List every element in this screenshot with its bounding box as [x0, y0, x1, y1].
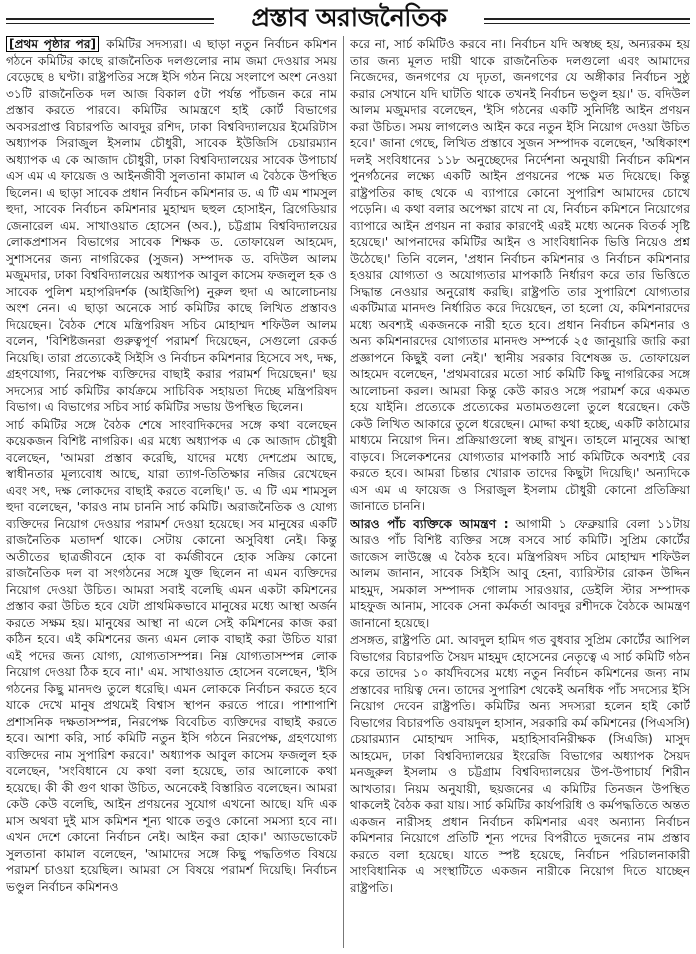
article-paragraph	[6, 36, 337, 416]
paragraph-text: আগামী ১ ফেব্রুয়ারি বেলা ১১টায় আরও পাঁচ বিশিষ্ট ব্যক্তির সঙ্গে বসবে সার্চ কমিটি। সুপ্রিম কোর্টের জাজেস লাউঞ্জে এ বৈঠক হবে। মন্ত্রিপরিষদ সচিব মোহাম্মদ শফিউল আলম জানান, সাবেক সিইসি আবু হেনা, ব্যারিস্টার রোকন উদ্দিন মাহমুদ, সমকাল সম্পাদক গোলাম সারওয়ার, ডেইলি স্টার সম্পাদক মাহফুজ আনাম, সাবেক সেনা কর্মকর্তা আবদুর রশীদকে বৈঠকে আমন্ত্রণ জানানো হয়েছে।	[350, 516, 690, 630]
subheading: আরও পাঁচ ব্যক্তিকে আমন্ত্রণ :	[350, 516, 509, 531]
headline-rule-right	[484, 18, 690, 20]
article-paragraph	[350, 36, 690, 515]
headline-rule-left	[6, 18, 214, 20]
paragraph-text: প্রসঙ্গত, রাষ্ট্রপতি মো. আবদুল হামিদ গত বুধবার সুপ্রিম কোর্টের আপিল বিভাগের বিচারপতি সৈয়দ মাহমুদ হোসেনের নেতৃত্বে এ সার্চ কমিটি গঠন করে তাদের ১০ কার্যদিবসের মধ্যে নতুন নির্বাচন কমিশনের জন্য নাম প্রস্তাবের দায়িত্ব দেন। তাদের সুপারিশ থেকেই অনধিক পাঁচ সদস্যের ইসি নিয়োগ দেবেন রাষ্ট্রপতি। কমিটির অন্য সদস্যরা হলেন হাই কোর্ট বিভাগের বিচারপতি ওবায়দুল হাসান, সরকারি কর্ম কমিশনের (পিএসসি) চেয়ারম্যান মোহাম্মদ সাদিক, মহাহিসাবনিরীক্ষক (সিএজি) মাসুদ আহমেদ, ঢাকা বিশ্ববিদ্যালয়ের ইংরেজি বিভাগের অধ্যাপক সৈয়দ মনজুরুল ইসলাম ও চট্টগ্রাম বিশ্ববিদ্যালয়ের উপ-উপাচার্য শিরীন আখতার। নিয়ম অনুযায়ী, ছয়জনের এ কমিটির তিনজন উপস্থিত থাকলেই বৈঠক করা যায়। সার্চ কমিটির কার্যপরিধি ও কর্মপদ্ধতিতে অন্তত একজন নারীসহ প্রধান নির্বাচন কমিশনার এবং অন্যান্য নির্বাচন কমিশনার নিয়োগে প্রতিটি শূন্য পদের বিপরীতে দুজনের নাম প্রস্তাব করতে বলা হয়েছে। যাতে স্পষ্ট হয়েছে, নির্বাচন পরিচালনাকারী সাংবিধানিক এ সংস্থাটিতে একজন নারীকে নিয়োগ দিতে যাচ্ছেন রাষ্ট্রপতি।	[350, 633, 690, 895]
article-column-left	[6, 36, 337, 948]
headline: প্রস্তাব অরাজনৈতিক	[251, 3, 447, 32]
continuation-marker: [প্রথম পৃষ্ঠার পর]	[6, 36, 99, 52]
article-column-right	[350, 36, 690, 948]
headline-rule-right-thin	[484, 23, 690, 24]
article-paragraph	[350, 632, 690, 896]
article-paragraph	[350, 516, 690, 632]
paragraph-text: সার্চ কমিটির সঙ্গে বৈঠক শেষে সাংবাদিকদের সঙ্গে কথা বলেছেন কয়েকজন বিশিষ্ট নাগরিক। এর মধ্যে অধ্যাপক এ কে আজাদ চৌধুরী বলেছেন, 'আমরা প্রস্তাব করেছি, যাদের মধ্যে দেশপ্রেম আছে, স্বাধীনতার মূল্যবোধ আছে, যারা ত্যাগ-তিতিক্ষার নজির রেখেছেন এবং সৎ, দক্ষ লোকদের বাছাই করতে বলেছি।' ড. এ টি এম শামসুল হুদা বলেছেন, 'কারও নাম চাননি সার্চ কমিটি। অরাজনৈতিক ও যোগ্য ব্যক্তিদের নিয়োগ দেওয়ার পরামর্শ দেওয়া হয়েছে। সব মানুষের একটি রাজনৈতিক মতাদর্শ থাকে। সেটায় কোনো অসুবিধা নেই। কিন্তু অতীতের ছাত্রজীবনে হোক বা কর্মজীবনে হোক সক্রিয় কোনো রাজনৈতিক দল বা সংগঠনের সঙ্গে যুক্ত ছিলেন না এমন ব্যক্তিদের নিয়োগ দেওয়া উচিত। আমরা সবাই বলেছি এমন একটা কমিশনের প্রস্তাব করা উচিত হবে যেটা প্রাথমিকভাবে মানুষের মধ্যে আস্থা অর্জন করতে সক্ষম হয়। মানুষের আস্থা না এলে সেই কমিশনের কাজ করা কঠিন হবে। এই কমিশনের জন্য এমন লোক বাছাই করা উচিত যারা এই পদের জন্য যোগ্য, যোগ্যতাসম্পন্ন। নিম্ন যোগ্যতাসম্পন্ন লোক নিয়োগ দেওয়া ঠিক হবে না।' এম. সাখাওয়াত হোসেন বলেছেন, 'ইসি গঠনের কিছু মানদণ্ড তুলে ধরেছি। এমন লোককে নির্বাচন করতে হবে যাকে দেখে মানুষ প্রথমেই বিশ্বাস স্থাপন করতে পারে। পাশাপাশি প্রশাসনিক দক্ষতাসম্পন্ন, নিরপেক্ষ বিবেচিত ব্যক্তিদের বাছাই করতে হবে। আশা করি, সার্চ কমিটি নতুন ইসি গঠনে নিরপেক্ষ, গ্রহণযোগ্য ব্যক্তিদের নাম সুপারিশ করবে।' অধ্যাপক আবুল কাসেম ফজলুল হক বলেছেন, 'সংবিধানে যে কথা বলা হয়েছে, তার আলোকে কথা হয়েছে। কী কী গুণ থাকা উচিত, অনেকেই বিস্তারিত বলেছেন। আমরা কেউ কেউ বলেছি, আইন প্রণয়নের সুযোগ এখনো আছে। যদি এক মাস অথবা দুই মাস কমিশন শূন্য থাকে তবুও কোনো সমস্যা হবে না। এখন দেশে কোনো নির্বাচন নেই। আইন করা হোক।' অ্যাডভোকেট সুলতানা কামাল বলেছেন, 'আমাদের সঙ্গে কিছু পদ্ধতিগত বিষয়ে পরামর্শ চাওয়া হয়েছিল। আমরা সে বিষয়ে পরামর্শ দিয়েছি। নির্বাচন ভণ্ডুল নির্বাচন কমিশনও	[6, 417, 337, 894]
headline-rule-left-thin	[6, 23, 214, 24]
article-paragraph	[6, 417, 337, 896]
column-divider	[343, 36, 344, 948]
headline-banner	[0, 0, 696, 34]
paragraph-text: কমিটির সদস্যরা। এ ছাড়া নতুন নির্বাচন কমিশন গঠনে কমিটির কাছে রাজনৈতিক দলগুলোর নাম জমা দেওয়ার সময় বেড়েছে ৪ ঘণ্টা। রাষ্ট্রপতির সঙ্গে ইসি গঠন নিয়ে সংলাপে অংশ নেওয়া ৩১টি রাজনৈতিক দল আজ বিকাল ৫টা পর্যন্ত পাঁচজন করে নাম প্রস্তাব করতে পারবে। কমিটির আমন্ত্রণে হাই কোর্ট বিভাগের অবসরপ্রাপ্ত বিচারপতি আবদুর রশিদ, ঢাকা বিশ্ববিদ্যালয়ের ইমেরিটাস অধ্যাপক সিরাজুল ইসলাম চৌধুরী, সাবেক ইউজিসি চেয়ারম্যান অধ্যাপক এ কে আজাদ চৌধুরী, ঢাকা বিশ্ববিদ্যালয়ের সাবেক উপাচার্য এস এম এ ফায়েজ ও আইনজীবী সুলতানা কামাল এ বৈঠকে উপস্থিত ছিলেন। এ ছাড়া সাবেক প্রধান নির্বাচন কমিশনার ড. এ টি এম শামসুল হুদা, সাবেক নির্বাচন কমিশনার মুহাম্মদ ছহুল হোসাইন, ব্রিগেডিয়ার জেনারেল এম. সাখাওয়াত হোসেন (অব.), চট্টগ্রাম বিশ্ববিদ্যালয়ের লোকপ্রশাসন বিভাগের সাবেক শিক্ষক ড. তোফায়েল আহমেদ, সুশাসনের জন্য নাগরিকের (সুজন) সম্পাদক ড. বদিউল আলম মজুমদার, ঢাকা বিশ্ববিদ্যালয়ের অধ্যাপক আবুল কাসেম ফজলুল হক ও সাবেক পুলিশ মহাপরিদর্শক (আইজিপি) নুরুল হুদা এ আলোচনায় অংশ নেন। এ ছাড়া অনেকে সার্চ কমিটির কাছে লিখিত প্রস্তাবও দিয়েছেন। বৈঠক শেষে মন্ত্রিপরিষদ সচিব মোহাম্মদ শফিউল আলম বলেন, 'বিশিষ্টজনরা গুরুত্বপূর্ণ পরামর্শ দিয়েছেন, সেগুলো রেকর্ড নিয়েছি। তারা প্রত্যেকেই সিইসি ও নির্বাচন কমিশনার হিসেবে সৎ, দক্ষ, গ্রহণযোগ্য, নিরপেক্ষ ব্যক্তিদের বাছাই করার পরামর্শ দিয়েছেন।' ছয় সদস্যের সার্চ কমিটির কার্যক্রমে সাচিবিক সহায়তা দিচ্ছে মন্ত্রিপরিষদ বিভাগ। এ বিভাগের সচিব সার্চ কমিটির সভায় উপস্থিত ছিলেন।	[6, 37, 337, 414]
paragraph-text: করে না, সার্চ কমিটিও করবে না। নির্বাচন যদি অস্বচ্ছ হয়, অন্যরকম হয় তার জন্য মূলত দায়ী থাকে রাজনৈতিক দলগুলো এবং আমাদের নিজেদের, জনগণের যে দৃঢ়তা, জনগণের যে অঙ্গীকার নির্বাচন সুষ্ঠু করার সেখানে যদি ঘাটতি থাকে তখনই নির্বাচন ভণ্ডুল হয়।' ড. বদিউল আলম মজুমদার বলেছেন, 'ইসি গঠনের একটি সুনির্দিষ্ট আইন প্রণয়ন করা উচিত। সময় লাগলেও আইন করে নতুন ইসি নিয়োগ দেওয়া উচিত হবে।' জানা গেছে, লিখিত প্রস্তাবে সুজন সম্পাদক বলেছেন, 'অধিকাংশ দলই সংবিধানের ১১৮ অনুচ্ছেদের নির্দেশনা অনুযায়ী নির্বাচন কমিশন পুনর্গঠনের লক্ষ্যে একটি আইন প্রণয়নের পক্ষে মত দিয়েছে। কিন্তু রাষ্ট্রপতির কাছ থেকে এ ব্যাপারে কোনো সুপারিশ আমাদের চোখে পড়েনি। এ কথা বলার অপেক্ষা রাখে না যে, নির্বাচন কমিশনে নিয়োগের ব্যাপারে আইন প্রণয়ন না করার কারণেই এরই মধ্যে অনেক বিতর্ক সৃষ্টি হয়েছে।' আপনাদের কমিটির আইন ও সাংবিধানিক ভিত্তি নিয়েও প্রশ্ন উঠেছে।' তিনি বলেন, 'প্রধান নির্বাচন কমিশনার ও নির্বাচন কমিশনার হওয়ার যোগ্যতা ও অযোগ্যতার মাপকাঠি নির্ধারণ করে তার ভিত্তিতে সিদ্ধান্ত নেওয়ার অনুরোধ করছি। রাষ্ট্রপতি তার সুপারিশে যোগ্যতার একটিমাত্র মানদণ্ড নির্ধারিত করে দিয়েছেন, তা হলো যে, কমিশনারদের মধ্যে অবশ্যই একজনকে নারী হতে হবে। প্রধান নির্বাচন কমিশনার ও অন্য কমিশনারদের যোগ্যতার মানদণ্ড সম্পর্কে ২৫ জানুয়ারি জারি করা প্রজ্ঞাপনে কিছুই বলা নেই।' স্থানীয় সরকার বিশেষজ্ঞ ড. তোফায়েল আহমেদ বলেছেন, 'প্রথমবারের মতো সার্চ কমিটি কিছু নাগরিকের সঙ্গে আলোচনা করল। আমরা কিন্তু কেউ কারও সঙ্গে পরামর্শ করে একমত হয়ে যাইনি। প্রত্যেকে প্রত্যেকের মতামতগুলো তুলে ধরেছেন। কেউ কেউ লিখিত আকারে তুলে ধরেছেন। মোদ্দা কথা হচ্ছে, একটি কাঠামোর মাধ্যমে নিয়োগ দিন। প্রক্রিয়াগুলো স্বচ্ছ রাখুন। তাহলে মানুষের আস্থা বাড়বে। সিলেকশনের যোগ্যতার মাপকাঠি সার্চ কমিটিকে অবশ্যই বের করতে হবে। আমরা চিন্তার খোরাক তাদের কিছুটা দিয়েছি।' অন্যদিকে এস এম এ ফায়েজ ও সিরাজুল ইসলাম চৌধুরী কোনো প্রতিক্রিয়া জানাতে চাননি।	[350, 37, 690, 513]
